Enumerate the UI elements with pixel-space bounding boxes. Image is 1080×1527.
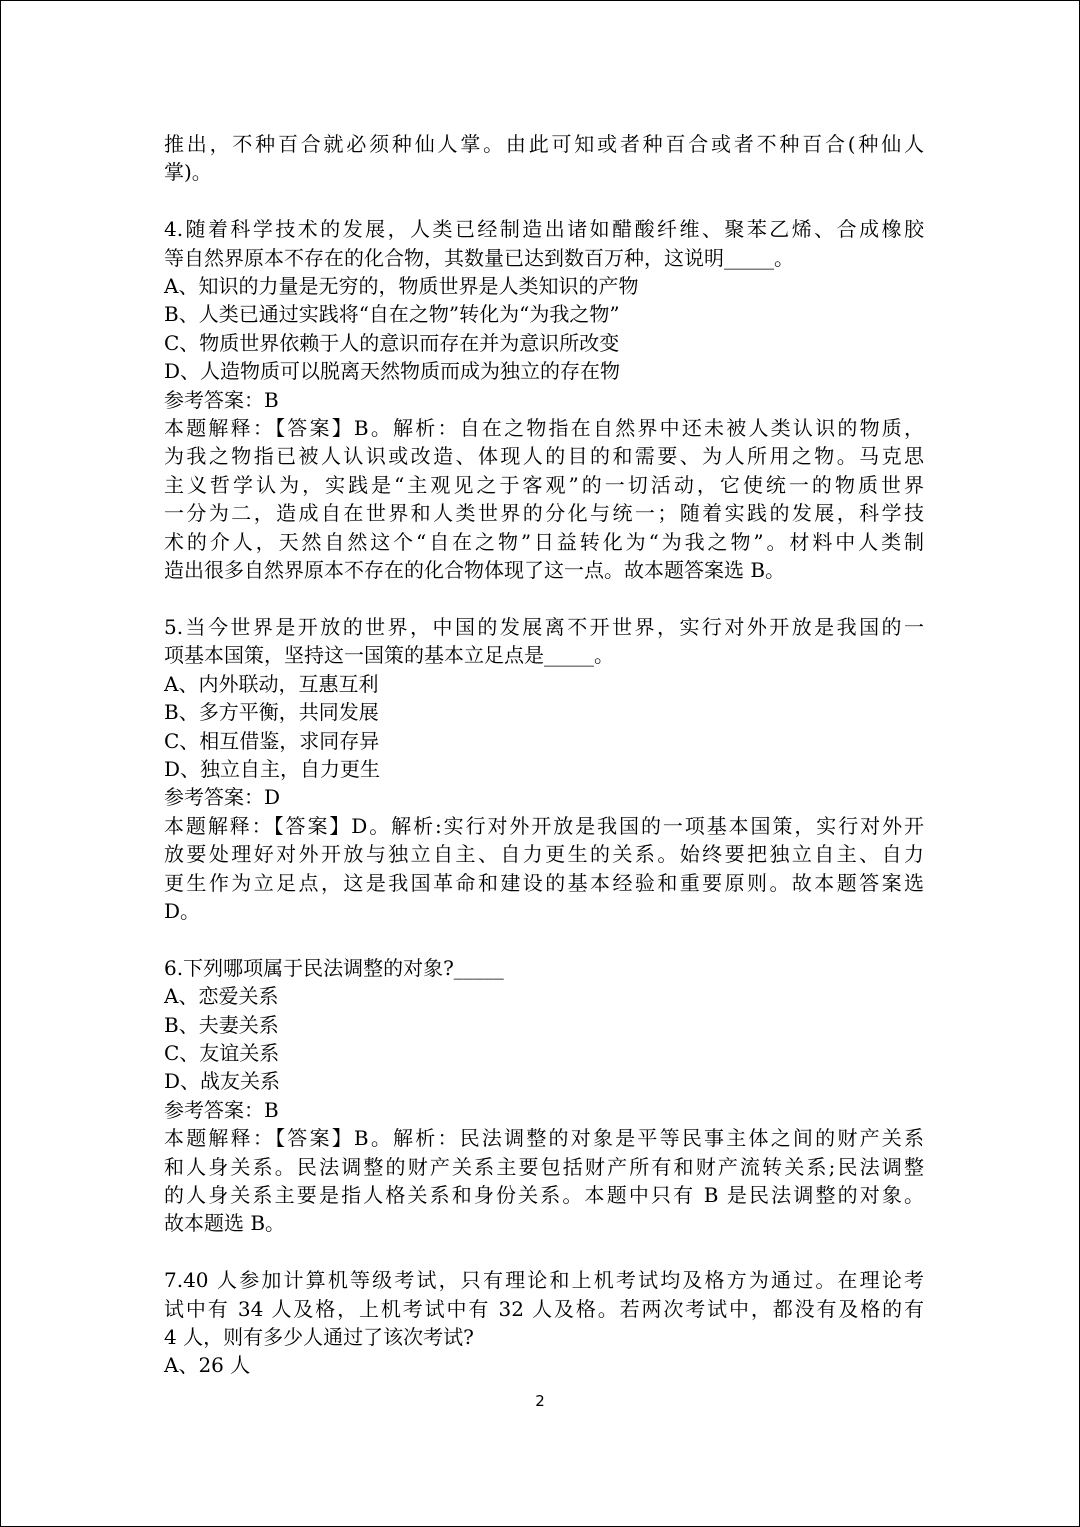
document-body bbox=[164, 130, 924, 1408]
intro-paragraph bbox=[164, 130, 924, 187]
question-stem-line: 7.40 人参加计算机等级考试，只有理论和上机考试均及格方为通过。在理论考 bbox=[164, 1268, 924, 1293]
explanation-line: 放要处理好对外开放与独立自主、自力更生的关系。始终要把独立自主、自力 bbox=[164, 842, 924, 867]
explanation-line: 和人身关系。民法调整的财产关系主要包括财产所有和财产流转关系;民法调整 bbox=[164, 1154, 924, 1179]
explanation-line: 本题解释：【答案】D。解析:实行对外开放是我国的一项基本国策，实行对外开 bbox=[164, 813, 924, 838]
answer-option: D、独立自主，自力更生 bbox=[164, 756, 381, 781]
question-stem-line: 试中有 34 人及格，上机考试中有 32 人及格。若两次考试中，都没有及格的有 bbox=[164, 1296, 924, 1321]
intro-line: 掌)。 bbox=[164, 160, 212, 185]
question-list bbox=[164, 215, 924, 1380]
answer-option: B、人类已通过实践将“自在之物”转化为“为我之物” bbox=[164, 302, 620, 327]
reference-answer: 参考答案：B bbox=[164, 387, 279, 412]
explanation-line: 术的介人，天然自然这个“自在之物”日益转化为“为我之物”。材料中人类制 bbox=[164, 529, 924, 554]
answer-option: A、26 人 bbox=[164, 1353, 251, 1378]
explanation-line: 的人身关系主要是指人格关系和身份关系。本题中只有 B 是民法调整的对象。 bbox=[164, 1182, 924, 1207]
explanation-line: 故本题选 B。 bbox=[164, 1211, 286, 1236]
reference-answer: 参考答案：D bbox=[164, 785, 281, 810]
question-stem-line: 5.当今世界是开放的世界，中国的发展离不开世界，实行对外开放是我国的一 bbox=[164, 614, 924, 639]
page-number: 2 bbox=[535, 1392, 545, 1410]
reference-answer: 参考答案：B bbox=[164, 1097, 279, 1122]
question-block bbox=[164, 215, 924, 584]
explanation-line: 更生作为立足点，这是我国革命和建设的基本经验和重要原则。故本题答案选 bbox=[164, 870, 924, 895]
explanation-line: 本题解释：【答案】B。解析：民法调整的对象是平等民事主体之间的财产关系 bbox=[164, 1126, 924, 1151]
intro-line: 推出，不种百合就必须种仙人掌。由此可知或者种百合或者不种百合(种仙人 bbox=[164, 132, 924, 156]
answer-option: B、多方平衡，共同发展 bbox=[164, 700, 379, 725]
explanation-line: 主义哲学认为，实践是“主观见之于客观”的一切活动，它使统一的物质世界 bbox=[164, 472, 924, 497]
explanation-line: 为我之物指已被人认识或改造、体现人的目的和需要、为人所用之物。马克思 bbox=[164, 444, 924, 469]
answer-option: A、知识的力量是无穷的，物质世界是人类知识的产物 bbox=[164, 274, 639, 299]
answer-option: C、友谊关系 bbox=[164, 1040, 280, 1065]
question-block bbox=[164, 1266, 924, 1380]
explanation-line: 一分为二，造成自在世界和人类世界的分化与统一；随着实践的发展，科学技 bbox=[164, 501, 924, 526]
question-stem-line: 6.下列哪项属于民法调整的对象?_____ bbox=[164, 955, 504, 980]
question-block bbox=[164, 613, 924, 925]
answer-option: D、战友关系 bbox=[164, 1069, 281, 1094]
question-stem-line: 4 人，则有多少人通过了该次考试? bbox=[164, 1325, 474, 1349]
answer-option: C、物质世界依赖于人的意识而存在并为意识所改变 bbox=[164, 330, 620, 355]
answer-option: C、相互借鉴，求同存异 bbox=[164, 728, 380, 753]
answer-option: A、内外联动，互惠互利 bbox=[164, 671, 379, 696]
question-stem-line: 等自然界原本不存在的化合物，其数量已达到数百万种，这说明_____。 bbox=[164, 245, 794, 270]
question-stem-line: 4.随着科学技术的发展，人类已经制造出诸如醋酸纤维、聚苯乙烯、合成橡胶 bbox=[164, 217, 924, 242]
explanation-line: D。 bbox=[164, 898, 201, 923]
answer-option: A、恋爱关系 bbox=[164, 984, 279, 1009]
answer-option: D、人造物质可以脱离天然物质而成为独立的存在物 bbox=[164, 359, 621, 384]
question-block bbox=[164, 954, 924, 1238]
answer-option: B、夫妻关系 bbox=[164, 1012, 279, 1037]
explanation-line: 本题解释：【答案】B。解析：自在之物指在自然界中还未被人类认识的物质， bbox=[164, 416, 924, 441]
explanation-line: 造出很多自然界原本不存在的化合物体现了这一点。故本题答案选 B。 bbox=[164, 558, 786, 583]
question-stem-line: 项基本国策，坚持这一国策的基本立足点是_____。 bbox=[164, 643, 614, 668]
